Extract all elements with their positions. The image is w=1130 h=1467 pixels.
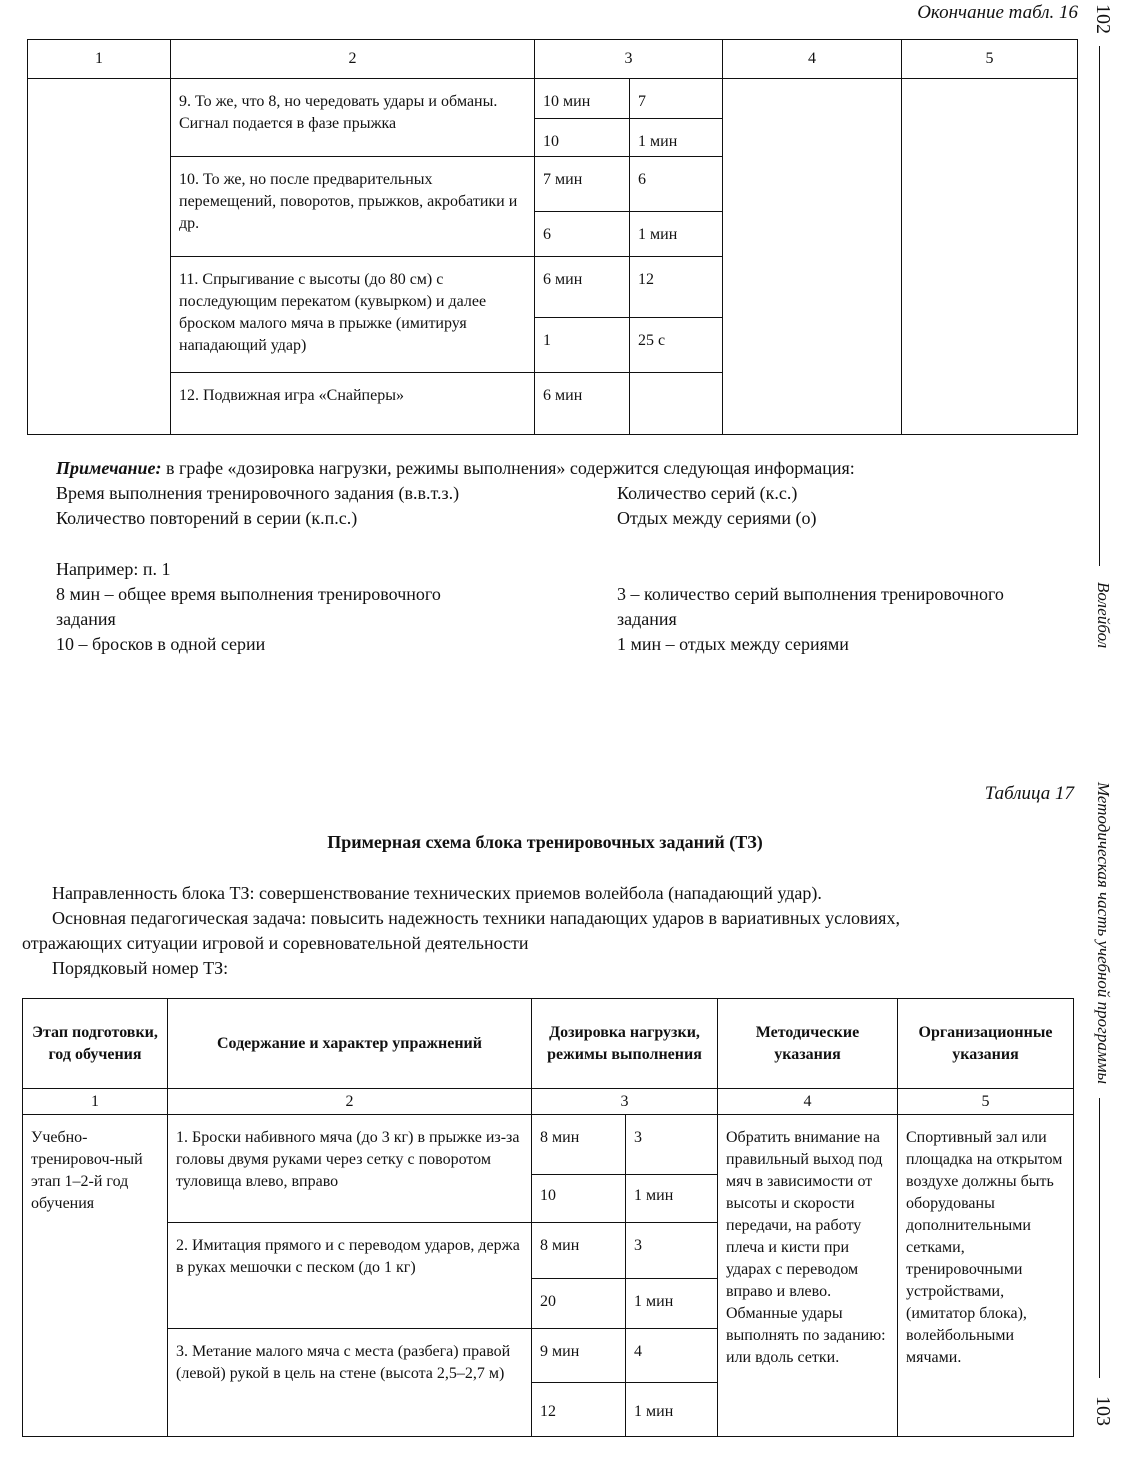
- col-number: 2: [168, 1089, 532, 1115]
- table-cell: 3: [626, 1223, 718, 1279]
- table-cell: 9. То же, что 8, но чередовать удары и обманы. Сигнал подается в фазе прыжка: [171, 79, 535, 157]
- table-cell: 10: [535, 119, 630, 157]
- table-cell: 1. Броски набивного мяча (до 3 кг) в прыжке из-за головы двумя руками через сетку с поворотом туловища влево, вправо: [168, 1115, 532, 1223]
- note-text: Количество повторений в серии (к.п.с.): [56, 508, 358, 528]
- table-cell: 8 мин: [532, 1223, 626, 1279]
- table-caption: Таблица 17: [984, 783, 1074, 804]
- column-header: Методические указания: [718, 999, 898, 1089]
- table-cell: 1: [535, 318, 630, 373]
- table-cell: 1 мин: [626, 1383, 718, 1437]
- table-17: [22, 998, 1074, 1437]
- note-text: 10 – бросков в одной серии: [56, 634, 266, 654]
- pedagogical-task-cont: отражающих ситуации игровой и соревновательной деятельности: [22, 933, 529, 953]
- table-cell: 11. Спрыгивание с высоты (до 80 см) с последующим перекатом (кувырком) и далее броском малого мяча в прыжке (имитируя нападающий удар): [171, 257, 535, 373]
- running-title: Методическая часть учебной программы: [1094, 782, 1113, 1085]
- table-title: Примерная схема блока тренировочных заданий (ТЗ): [327, 832, 763, 852]
- table-cell: 4: [626, 1329, 718, 1383]
- table-16-continued: [27, 39, 1078, 435]
- table-cell: [902, 79, 1078, 435]
- table-caption: Окончание табл. 16: [917, 2, 1078, 23]
- table-cell: [723, 79, 902, 435]
- note-text: 3 – количество серий выполнения тренировочного: [617, 584, 1004, 604]
- table-cell: 7: [630, 79, 723, 119]
- table-cell: 10. То же, но после предварительных перемещений, поворотов, прыжков, акробатики и др.: [171, 157, 535, 257]
- col-number: 1: [28, 40, 171, 79]
- note-text: Например: п. 1: [56, 559, 171, 579]
- col-number: 5: [902, 40, 1078, 79]
- table-cell: 1 мин: [626, 1279, 718, 1329]
- table-cell: 10: [532, 1175, 626, 1223]
- col-number: 1: [23, 1089, 168, 1115]
- note-text: задания: [617, 609, 677, 629]
- running-title: Волейбол: [1094, 582, 1113, 649]
- org-cell: Спортивный зал или площадка на открытом воздухе должны быть оборудованы дополнительными сетками, тренировочными устройствами, (имитатор блока), волейбольными мячами.: [898, 1115, 1074, 1437]
- pedagogical-task: Основная педагогическая задача: повысить надежность техники нападающих ударов в вариативных условиях,: [52, 908, 900, 928]
- col-number: 3: [532, 1089, 718, 1115]
- table-cell: [28, 79, 171, 435]
- table-cell: 9 мин: [532, 1329, 626, 1383]
- table-cell: 12: [532, 1383, 626, 1437]
- table-cell: 20: [532, 1279, 626, 1329]
- table-cell: 1 мин: [630, 119, 723, 157]
- note-text: 8 мин – общее время выполнения тренировочного: [56, 584, 441, 604]
- column-header: Этап подготовки, год обучения: [23, 999, 168, 1089]
- table-cell: 6 мин: [535, 257, 630, 318]
- margin-rule: [1099, 46, 1100, 566]
- table-cell: 6: [630, 157, 723, 212]
- note-intro-text: в графе «дозировка нагрузки, режимы выполнения» содержится следующая информация:: [161, 458, 855, 478]
- order-number: Порядковый номер ТЗ:: [52, 958, 229, 978]
- table-cell: 2. Имитация прямого и с переводом ударов, держа в руках мешочки с песком (до 1 кг): [168, 1223, 532, 1329]
- col-number: 2: [171, 40, 535, 79]
- column-header: Организационные указания: [898, 999, 1074, 1089]
- note-text: Количество серий (к.с.): [617, 483, 798, 503]
- table-cell: [630, 373, 723, 435]
- stage-cell: Учебно-тренировоч-ный этап 1–2-й год обучения: [23, 1115, 168, 1437]
- table-cell: 8 мин: [532, 1115, 626, 1175]
- col-number: 5: [898, 1089, 1074, 1115]
- table-cell: 12. Подвижная игра «Снайперы»: [171, 373, 535, 435]
- table-cell: 6 мин: [535, 373, 630, 435]
- table-cell: 10 мин: [535, 79, 630, 119]
- col-number: 4: [718, 1089, 898, 1115]
- note-text: Отдых между сериями (о): [617, 508, 817, 528]
- block-focus: Направленность блока ТЗ: совершенствование технических приемов волейбола (нападающий удар).: [52, 883, 822, 903]
- table-cell: 6: [535, 212, 630, 257]
- note-label: Примечание:: [56, 458, 162, 478]
- note-text: задания: [56, 609, 116, 629]
- table-cell: 25 с: [630, 318, 723, 373]
- note-text: Время выполнения тренировочного задания (в.в.т.з.): [56, 483, 460, 503]
- page-number-bottom: 103: [1092, 1396, 1114, 1426]
- column-header: Дозировка нагрузки, режимы выполнения: [532, 999, 718, 1089]
- table-cell: 1 мин: [630, 212, 723, 257]
- table-cell: 3: [626, 1115, 718, 1175]
- table-cell: 3. Метание малого мяча с места (разбега) правой (левой) рукой в цель на стене (высота 2,5–2,7 м): [168, 1329, 532, 1437]
- method-cell: Обратить внимание на правильный выход под мяч в зависимости от высоты и скорости передачи, на работу плеча и кисти при ударах с переводом вправо и влево. Обманные удары выполнять по заданию: или вдоль сетки.: [718, 1115, 898, 1437]
- margin-rule: [1099, 1098, 1100, 1378]
- col-number: 4: [723, 40, 902, 79]
- table-cell: 1 мин: [626, 1175, 718, 1223]
- table-cell: 12: [630, 257, 723, 318]
- note-intro: [56, 456, 855, 481]
- table-cell: 7 мин: [535, 157, 630, 212]
- note-text: 1 мин – отдых между сериями: [617, 634, 849, 654]
- column-header: Содержание и характер упражнений: [168, 999, 532, 1089]
- col-number: 3: [535, 40, 723, 79]
- page-number-top: 102: [1092, 4, 1114, 34]
